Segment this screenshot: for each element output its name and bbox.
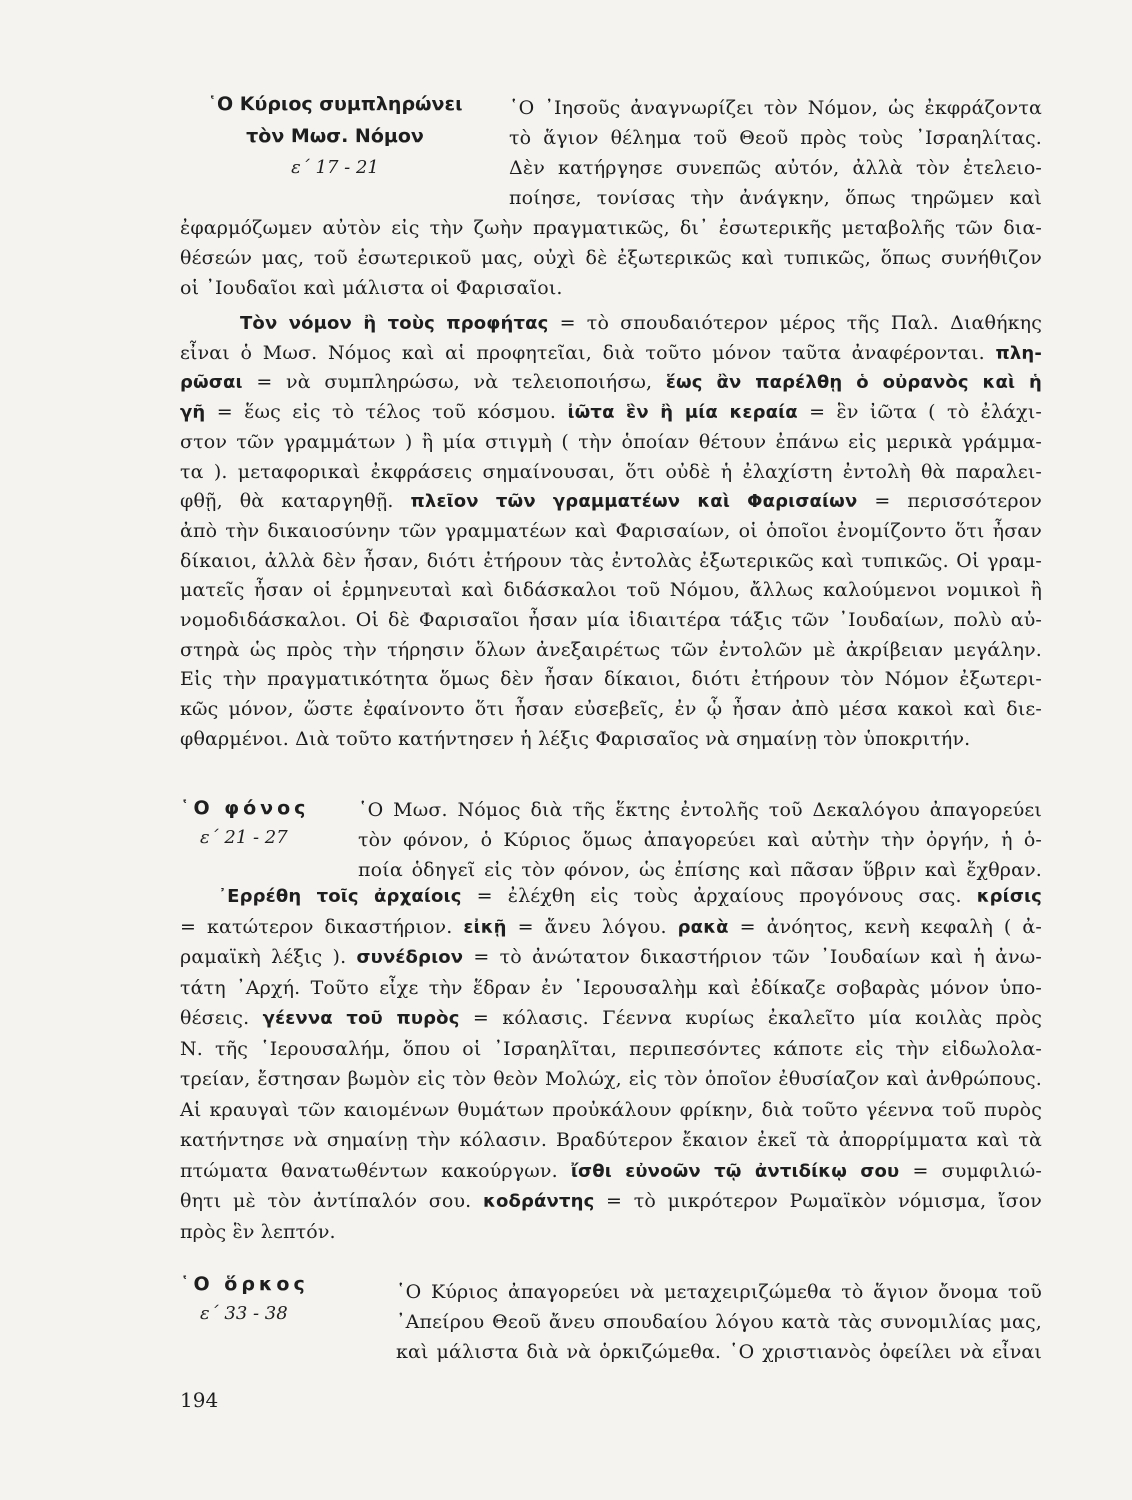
- note-text: κατήντησε νὰ σημαίνῃ τὴν κόλασιν. Βραδύτερον ἔκαιον ἐκεῖ τὰ ἀπορρίμματα καὶ τὰ: [180, 1129, 1042, 1151]
- note-text: = ἕως εἰς τὸ τέλος τοῦ κόσμου.: [205, 401, 568, 424]
- note-line: [180, 578, 1042, 602]
- text-line: οἱ ᾿Ιουδαῖοι καὶ μάλιστα οἱ Φαρισαῖοι.: [180, 277, 563, 299]
- glossary-term: εἰκῇ: [463, 916, 507, 938]
- note-text: = συμφιλιώ-: [899, 1159, 1042, 1182]
- glossary-term: ᾿Ερρέθη τοῖς ἀρχαίοις: [218, 886, 462, 907]
- text-line: ῾Ο ᾿Ιησοῦς ἀναγνωρίζει τὸν Νόμον, ὡς ἐκφράζοντα: [509, 97, 1042, 119]
- note-line: [180, 638, 1042, 662]
- glossary-term: ἰῶτα ἓν ἢ μία κεραία: [567, 402, 798, 424]
- glossary-term: συνέδριον: [356, 947, 464, 968]
- note-line: [180, 608, 1042, 632]
- text-line: ποίησε, τονίσας τὴν ἀνάγκην, ὅπως τηρῶμεν καὶ: [509, 187, 1042, 209]
- note-line: [180, 1006, 1042, 1031]
- note-text: τάτη ᾿Αρχή. Τοῦτο εἶχε τὴν ἕδραν ἐν ῾Ιερουσαλὴμ καὶ ἐδίκαζε σοβαρὰς μόνον ὑπο-: [180, 976, 1042, 999]
- note-line: [180, 341, 1042, 366]
- note-line: [180, 915, 1042, 940]
- note-text: = ἓν ἰῶτα ( τὸ ἐλάχι-: [797, 401, 1042, 424]
- note-text: φθῇ, θὰ καταργηθῇ.: [180, 490, 411, 513]
- note-text: θητι μὲ τὸν ἀντίπαλόν σου.: [180, 1190, 484, 1212]
- note-text: ραμαϊκὴ λέξις ).: [180, 946, 357, 968]
- note-line: [218, 884, 1042, 909]
- note-text: = κατώτερον δικαστήριον.: [180, 915, 464, 938]
- note-text: στον τῶν γραμμάτων ) ἢ μία στιγμὴ ( τὴν ὁποίαν θέτουν ἐπάνω εἰς μερικὰ γράμμα-: [180, 430, 1042, 453]
- text-line: θέσεών μας, τοῦ ἐσωτερικοῦ μας, οὐχὶ δὲ ἐξωτερικῶς καὶ τυπικῶς, ὅπως συνήθιζον: [180, 247, 1042, 269]
- text-line: ἐφαρμόζωμεν αὐτὸν εἰς τὴν ζωὴν πραγματικῶς, δι᾿ ἐσωτερικῆς μεταβολῆς τῶν δια-: [180, 217, 1042, 239]
- note-line: [240, 311, 1042, 336]
- glossary-term: γέεννα τοῦ πυρὸς: [262, 1008, 460, 1029]
- note-text: = ἀνόητος, κενὴ κεφαλὴ ( ἀ-: [728, 915, 1042, 938]
- note-line: [180, 489, 1042, 514]
- note-text: Αἱ κραυγαὶ τῶν καιομένων θυμάτων προὐκάλουν φρίκην, διὰ τοῦτο γέεννα τοῦ πυρὸς: [180, 1098, 1042, 1121]
- note-line: [180, 1128, 1042, 1152]
- glossary-term: Τὸν νόμον ἢ τοὺς προφήτας: [240, 313, 549, 334]
- note-line: [180, 400, 1042, 425]
- note-text: Ν. τῆς ῾Ιερουσαλήμ, ὅπου οἱ ᾿Ισραηλῖται, περιπεσόντες κάποτε εἰς τὴν εἰδωλολα-: [180, 1037, 1042, 1060]
- glossary-term: πλη-: [995, 342, 1042, 364]
- note-text: εἶναι ὁ Μωσ. Νόμος καὶ αἱ προφητεῖαι, διὰ τοῦτο μόνον ταῦτα ἀναφέρονται.: [180, 341, 996, 364]
- note-text: ματεῖς ἦσαν οἱ ἑρμηνευταὶ καὶ διδάσκαλοι τοῦ Νόμου, ἄλλως καλούμενοι νομικοὶ ἢ: [180, 579, 1042, 602]
- note-text: τρείαν, ἔστησαν βωμὸν εἰς τὸν θεὸν Μολώχ, εἰς τὸν ὁποῖον ἐθυσίαζον καὶ ἀνθρώπους.: [180, 1068, 1042, 1090]
- note-text: νομοδιδάσκαλοι. Οἱ δὲ Φαρισαῖοι ἦσαν μία ἰδιαιτέρα τάξις τῶν ᾿Ιουδαίων, πολὺ αὐ-: [180, 609, 1042, 631]
- glossary-term: ρῶσαι: [180, 372, 243, 394]
- text-line: ῾Ο Κύριος ἀπαγορεύει νὰ μεταχειριζώμεθα τὸ ἅγιον ὄνομα τοῦ: [396, 1281, 1042, 1303]
- note-text: = ἐλέχθη εἰς τοὺς ἀρχαίους προγόνους σας.: [461, 885, 977, 907]
- text-line: ῾Ο Μωσ. Νόμος διὰ τῆς ἕκτης ἐντολῆς τοῦ Δεκαλόγου ἀπαγορεύει: [358, 799, 1042, 821]
- glossary-term: πλεῖον τῶν γραμματέων καὶ Φαρισαίων: [410, 491, 858, 513]
- note-text: Εἰς τὴν πραγματικότητα ὅμως δὲν ἦσαν δίκαιοι, διότι ἐτήρουν τὸν Νόμον ἐξωτερι-: [180, 668, 1042, 691]
- note-text: θέσεις.: [180, 1007, 263, 1029]
- note-text: = τὸ ἀνώτατον δικαστήριον τῶν ᾿Ιουδαίων καὶ ἡ ἀνω-: [463, 946, 1042, 968]
- scripture-reference: ε΄ 33 - 38: [200, 1303, 288, 1324]
- note-text: = ἄνευ λόγου.: [506, 915, 678, 938]
- note-line: [180, 945, 1042, 970]
- note-text: = κόλασις. Γέεννα κυρίως ἐκαλεῖτο μία κοιλὰς πρὸς: [459, 1007, 1042, 1029]
- note-text: = νὰ συμπληρώσω, νὰ τελειοποιήσω,: [242, 371, 666, 394]
- glossary-term: ρακὰ: [677, 916, 729, 938]
- text-line: τὸν φόνον, ὁ Κύριος ὅμως ἀπαγορεύει καὶ αὐτὴν τὴν ὀργήν, ἡ ὁ-: [358, 829, 1042, 851]
- note-line: [180, 549, 1042, 573]
- note-line: [180, 430, 1042, 454]
- glossary-term: κρίσις: [976, 886, 1042, 907]
- text-line: ᾿Απείρου Θεοῦ ἄνευ σπουδαίου λόγου κατὰ τὰς συνομιλίας μας,: [396, 1311, 1042, 1333]
- note-line: [180, 976, 1042, 1000]
- note-line: [180, 727, 970, 751]
- text-line: Δὲν κατήργησε συνεπῶς αὐτόν, ἀλλὰ τὸν ἐτελειο-: [509, 157, 1042, 179]
- note-text: κῶς μόνον, ὥστε ἐφαίνοντο ὅτι ἦσαν εὐσεβεῖς, ἐν ᾧ ἦσαν ἀπὸ μέσα κακοὶ καὶ διε-: [180, 698, 1042, 721]
- scripture-reference: ε΄ 21 - 27: [200, 827, 288, 848]
- note-line: [180, 697, 1042, 721]
- text-line: τὸ ἅγιον θέλημα τοῦ Θεοῦ πρὸς τοὺς ᾿Ισραηλίτας.: [509, 127, 1042, 149]
- section-heading-murder: ῾Ο φόνος: [180, 797, 310, 819]
- glossary-term: γῆ: [180, 402, 206, 424]
- note-line: [180, 1220, 336, 1244]
- note-text: = περισσότερον: [857, 490, 1042, 513]
- note-line: [180, 1189, 1042, 1214]
- note-line: [180, 460, 1042, 484]
- note-line: [180, 370, 1042, 395]
- note-text: φθαρμένοι. Διὰ τοῦτο κατήντησεν ἡ λέξις Φαρισαῖος νὰ σημαίνῃ τὸν ὑποκριτήν.: [180, 727, 971, 750]
- note-line: [180, 519, 1042, 543]
- note-line: [180, 1159, 1042, 1184]
- glossary-term: ἴσθι εὐνοῶν τῷ ἀντιδίκῳ σου: [570, 1160, 900, 1182]
- note-text: δίκαιοι, ἀλλὰ δὲν ἦσαν, διότι ἐτήρουν τὰς ἐντολὰς ἐξωτερικῶς καὶ τυπικῶς. Οἱ γραμ-: [180, 549, 1042, 572]
- note-line: [180, 1037, 1042, 1061]
- glossary-term: ἕως ἂν παρέλθῃ ὁ οὐρανὸς καὶ ἡ: [665, 372, 1042, 394]
- note-text: = τὸ μικρότερον Ρωμαϊκὸν νόμισμα, ἴσον: [594, 1190, 1042, 1212]
- section-heading-fulfills-law: ῾Ο Κύριος συμπληρώνει: [207, 93, 463, 115]
- note-text: στηρὰ ὡς πρὸς τὴν τήρησιν ὅλων ἀνεξαιρέτως τῶν ἐντολῶν μὲ ἀκρίβειαν μεγάλην.: [180, 638, 1042, 661]
- note-text: = τὸ σπουδαιότερον μέρος τῆς Παλ. Διαθήκης: [548, 312, 1042, 334]
- page-number: 194: [180, 1388, 219, 1412]
- note-line: [180, 1098, 1042, 1122]
- section-heading-fulfills-law-line2: τὸν Μωσ. Νόμον: [246, 125, 424, 147]
- note-text: ἀπὸ τὴν δικαιοσύνην τῶν γραμματέων καὶ Φαρισαίων, οἱ ὁποῖοι ἐνομίζοντο ὅτι ἦσαν: [180, 519, 1042, 542]
- text-line: ποία ὁδηγεῖ εἰς τὸν φόνον, ὡς ἐπίσης καὶ πᾶσαν ὕβριν καὶ ἔχθραν.: [358, 859, 1042, 881]
- glossary-term: κοδράντης: [483, 1191, 595, 1212]
- scripture-reference: ε΄ 17 - 21: [291, 157, 379, 178]
- note-text: πτώματα θανατωθέντων κακούργων.: [180, 1159, 571, 1182]
- note-line: [180, 667, 1042, 691]
- note-line: [180, 1067, 1042, 1091]
- note-text: πρὸς ἓν λεπτόν.: [180, 1220, 336, 1243]
- text-line: καὶ μάλιστα διὰ νὰ ὁρκιζώμεθα. ῾Ο χριστιανὸς ὀφείλει νὰ εἶναι: [396, 1341, 1042, 1363]
- note-text: τα ). μεταφορικαὶ ἐκφράσεις σημαίνουσαι, ὅτι οὐδὲ ἡ ἐλαχίστη ἐντολὴ θὰ παραλει-: [180, 460, 1042, 483]
- section-heading-oath: ῾Ο ὅρκος: [180, 1273, 309, 1295]
